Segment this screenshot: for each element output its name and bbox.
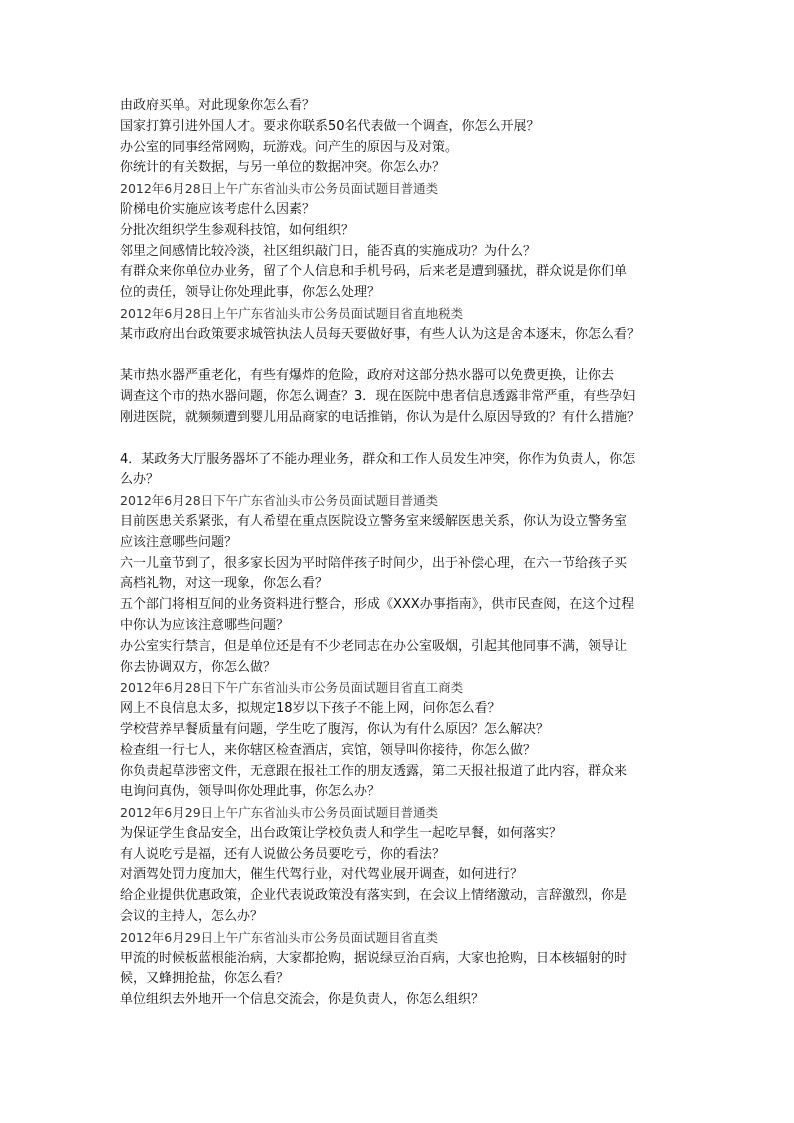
section-heading: 2012年6月28日下午广东省汕头市公务员面试题目普通类 (120, 493, 439, 509)
text-line: 为保证学生食品安全，出台政策让学校负责人和学生一起吃早餐，如何落实？ (120, 825, 563, 841)
text-line: 六一儿童节到了，很多家长因为平时陪伴孩子时间少，出于补偿心理，在六一节给孩子买 (120, 555, 628, 571)
text-line: 办公室的同事经常网购，玩游戏。问产生的原因与及对策。 (120, 139, 459, 155)
text-line: 由政府买单。对此现象你怎么看？ (120, 98, 316, 113)
section-heading: 2012年6月28日上午广东省汕头市公务员面试题目普通类 (120, 181, 439, 197)
document-body (120, 96, 690, 1011)
text-line: 位的责任，领导让你处理此事，你怎么处理？ (120, 285, 381, 301)
text-line: 电询问真伪，领导叫你处理此事，你怎么办？ (120, 784, 381, 800)
text-line: 刚进医院，就频频遭到婴儿用品商家的电话推销，你认为是什么原因导致的？有什么措施？ (120, 409, 641, 425)
text-line: 高档礼物，对这一现象，你怎么看？ (120, 576, 329, 592)
text-line: 某市政府出台政策要求城管执法人员每天要做好事，有些人认为这是舍本逐末，你怎么看？ (120, 326, 641, 342)
text-line: 4．某政务大厅服务器坏了不能办理业务，群众和工作人员发生冲突，你作为负责人，你怎 (120, 451, 636, 467)
text-line: 应该注意哪些问题？ (120, 534, 238, 550)
text-line: 有群众来你单位办业务，留了个人信息和手机号码，后来老是遭到骚扰，群众说是你们单 (120, 264, 628, 280)
text-line: 候，又蜂拥抢盐，你怎么看？ (120, 971, 290, 987)
section-heading: 2012年6月28日下午广东省汕头市公务员面试题目省直工商类 (120, 680, 464, 696)
blank-line (120, 429, 690, 450)
text-line: 甲流的时候板蓝根能治病，大家都抢购，据说绿豆治百病，大家也抢购，日本核辐射的时 (120, 950, 628, 966)
text-line: 中你认为应该注意哪些问题？ (120, 617, 290, 633)
blank-line (120, 346, 690, 367)
text-line: 有人说吃亏是福，还有人说做公务员要吃亏，你的看法？ (120, 846, 446, 862)
text-line: 检查组一行七人，来你辖区检查酒店，宾馆，领导叫你接待，你怎么做？ (120, 742, 537, 758)
text-line: 么办？ (120, 472, 160, 488)
text-line: 网上不良信息太多，拟规定18岁以下孩子不能上网，问你怎么看？ (120, 701, 501, 717)
text-line: 你统计的有关数据，与另一单位的数据冲突。你怎么办？ (120, 160, 446, 176)
text-line: 五个部门将相互间的业务资料进行整合，形成《XXX办事指南》，供市民查阅，在这个过程 (120, 597, 635, 613)
text-line: 分批次组织学生参观科技馆，如何组织？ (120, 222, 355, 238)
text-line: 阶梯电价实施应该考虑什么因素？ (120, 201, 316, 217)
text-line: 你去协调双方，你怎么做？ (120, 659, 277, 675)
section-heading: 2012年6月28日上午广东省汕头市公务员面试题目省直地税类 (120, 305, 464, 321)
text-line: 学校营养早餐质量有问题，学生吃了腹泻，你认为有什么原因？怎么解决？ (120, 721, 550, 737)
text-line: 对酒驾处罚力度加大，催生代驾行业，对代驾业展开调查，如何进行？ (120, 867, 524, 883)
section-heading: 2012年6月29日上午广东省汕头市公务员面试题目省直类 (120, 929, 439, 945)
text-line: 某市热水器严重老化，有些有爆炸的危险，政府对这部分热水器可以免费更换，让你去 (120, 368, 615, 384)
text-line: 会议的主持人，怎么办？ (120, 909, 264, 925)
text-line: 你负责起草涉密文件，无意跟在报社工作的朋友透露，第二天报社报道了此内容，群众来 (120, 763, 628, 779)
text-line: 目前医患关系紧张，有人希望在重点医院设立警务室来缓解医患关系，你认为设立警务室 (120, 513, 628, 529)
text-line: 办公室实行禁言，但是单位还是有不少老同志在办公室吸烟，引起其他同事不满，领导让 (120, 638, 628, 654)
text-line: 调查这个市的热水器问题，你怎么调查？3．现在医院中患者信息透露非常严重，有些孕妇 (120, 389, 636, 405)
text-line: 国家打算引进外国人才。要求你联系50名代表做一个调查，你怎么开展？ (120, 118, 540, 134)
section-heading: 2012年6月29日上午广东省汕头市公务员面试题目普通类 (120, 805, 439, 821)
text-line: 单位组织去外地开一个信息交流会，你是负责人，你怎么组织？ (120, 992, 485, 1008)
text-line: 邻里之间感情比较冷淡，社区组织敲门日，能否真的实施成功？为什么？ (120, 243, 537, 259)
text-line: 给企业提供优惠政策，企业代表说政策没有落实到，在会议上情绪激动，言辞激烈，你是 (120, 888, 628, 904)
